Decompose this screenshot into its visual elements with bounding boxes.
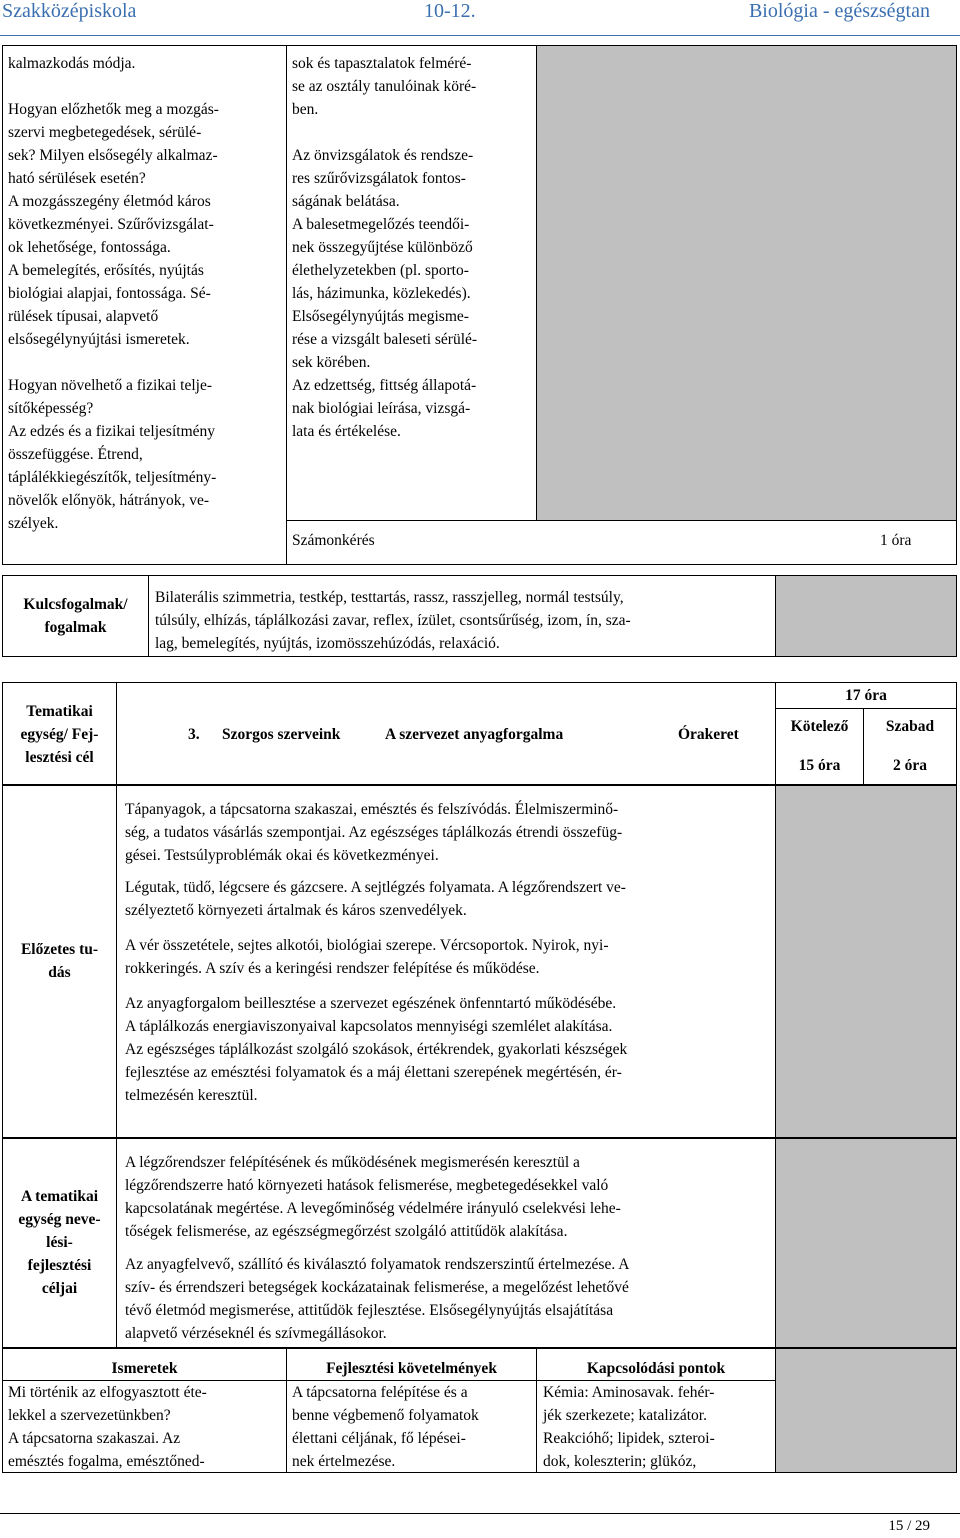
line: A tápcsatorna szakaszai. Az: [8, 1430, 181, 1447]
line: Bilaterális szimmetria, testkép, testtartás, rassz, rasszjelleg, normál testsúly,: [155, 589, 624, 606]
line: rokkeringés. A szív és a keringési rendszer felépítése és működése.: [125, 960, 540, 977]
line: Hogyan növelhető a fizikai telje-: [8, 377, 213, 394]
line: összefüggése. Étrend,: [8, 446, 143, 463]
line: dok, koleszterin; glükóz,: [543, 1453, 697, 1470]
top-col2: [292, 52, 534, 443]
line: [8, 351, 283, 374]
line: benne végbemenő folyamatok: [292, 1407, 479, 1424]
line: ben.: [292, 101, 319, 118]
line: nek összegyűjtése különböző: [292, 239, 473, 256]
line: ságának belátása.: [292, 193, 400, 210]
line: res szűrővizsgálatok fontos-: [292, 170, 466, 187]
divider: [116, 682, 117, 785]
goals-p1: [125, 1151, 773, 1243]
col-header-connections: Kapcsolódási pontok: [586, 1360, 726, 1377]
line: ható sérülések esetén?: [8, 170, 146, 187]
line: táplálékkiegészítők, teljesítmény-: [8, 469, 217, 486]
line: egység neve-: [18, 1211, 101, 1228]
gray-cell: [776, 1139, 956, 1347]
line: Az anyagforgalom beillesztése a szervezet egészének önfenntartó működésébe.: [125, 995, 617, 1012]
line: szív- és érrendszeri betegségek kockázatainak felismerése, a megelőzést lehetővé: [125, 1279, 629, 1296]
line: Az anyagfelvevő, szállító és kiválasztó folyamatok rendszerszintű értelmezése. A: [125, 1256, 630, 1273]
line: emésztés fogalma, emésztőned-: [8, 1453, 205, 1470]
prior-knowledge-p2: [125, 876, 773, 922]
line: A légzőrendszer felépítésének és működésének megismerésén keresztül a: [125, 1154, 580, 1171]
line: Elsősegélynyújtás megisme-: [292, 308, 469, 325]
prior-knowledge-p1: [125, 798, 773, 867]
connections-cell: [543, 1381, 773, 1473]
line: egység/ Fej-: [20, 726, 99, 743]
line: sek körében.: [292, 354, 371, 371]
line: [292, 121, 534, 144]
line: kalmazkodás módja.: [8, 55, 136, 72]
divider: [116, 785, 117, 1138]
line: Kulcsfogalmak/: [23, 596, 128, 613]
gray-cell: [537, 46, 956, 520]
line: Az edzés és a fizikai teljesítmény: [8, 423, 216, 440]
line: Kémia: Aminosavak. fehér-: [543, 1384, 715, 1401]
line: A mozgásszegény életmód káros: [8, 193, 211, 210]
line: A balesetmegelőzés teendői-: [292, 216, 470, 233]
top-col1: [8, 52, 283, 535]
line: Az egészséges táplálkozást szolgáló szokások, értékrendek, gyakorlati készségek: [125, 1041, 628, 1058]
prior-knowledge-p3: [125, 934, 773, 980]
line: lesztési cél: [25, 749, 94, 766]
line: fogalmak: [44, 619, 107, 636]
prior-knowledge-p4: [125, 992, 773, 1107]
line: tévő életmód megismerése, attitűdök fejlesztése. Elsősegélynyújtás elsajátítása: [125, 1302, 614, 1319]
line: lás, házimunka, közlekedés).: [292, 285, 471, 302]
free-label: Szabad: [885, 718, 935, 735]
divider: [116, 1138, 117, 1348]
line: A tápcsatorna felépítése és a: [292, 1384, 468, 1401]
key-concepts-label: [3, 593, 148, 639]
total-hours: 17 óra: [845, 687, 887, 704]
line: gései. Testsúlyproblémák okai és következményei.: [125, 847, 439, 864]
line: kapcsolatának megértése. A levegőminőség védelmére irányuló cselekvési lehe-: [125, 1200, 621, 1217]
line: Előzetes tu-: [20, 941, 99, 958]
line: se az osztály tanulóinak köré-: [292, 78, 477, 95]
line: fejlesztési: [27, 1257, 92, 1274]
line: szélyek.: [8, 515, 59, 532]
line: [8, 75, 283, 98]
line: tőségek felismerése, az egészségmegőrzést szolgáló attitűdök alakítása.: [125, 1223, 568, 1240]
requirements-cell: [292, 1381, 534, 1473]
header-grade: 10-12.: [424, 0, 476, 22]
unit-label: [3, 700, 116, 769]
col-header-knowledge: Ismeretek: [111, 1360, 178, 1377]
free-hours: 2 óra: [892, 757, 927, 774]
unit-title: Szorgos szerveink: [222, 726, 341, 743]
line: telmezésén keresztül.: [125, 1087, 258, 1104]
assessment-label: Számonkérés: [292, 532, 375, 549]
line: lési-: [46, 1234, 73, 1251]
line: Légutak, tüdő, légcsere és gázcsere. A sejtlégzés folyamata. A légzőrendszert ve-: [125, 879, 626, 896]
frame-label: Órakeret: [678, 726, 739, 743]
line: A tematikai: [20, 1188, 99, 1205]
line: rülések típusai, alapvető: [8, 308, 159, 325]
gray-cell: [776, 576, 956, 656]
line: növelők előnyök, hátrányok, ve-: [8, 492, 210, 509]
unit-subtitle: A szervezet anyagforgalma: [385, 726, 564, 743]
key-concepts-text: [155, 586, 773, 655]
line: Mi történik az elfogyasztott éte-: [8, 1384, 207, 1401]
line: Az önvizsgálatok és rendsze-: [292, 147, 474, 164]
line: nek értelmezése.: [292, 1453, 396, 1470]
line: légzőrendszerre ható környezeti hatások felismerése, megbetegedésekkel való: [125, 1177, 609, 1194]
line: jék szerkezete; katalizátor.: [543, 1407, 707, 1424]
line: sek? Milyen elsősegély alkalmaz-: [8, 147, 218, 164]
prior-knowledge-label: [3, 938, 116, 984]
header-subject: Biológia - egészségtan: [748, 0, 930, 22]
line: A vér összetétele, sejtes alkotói, biológiai szerepe. Vércsoportok. Nyirok, nyi-: [125, 937, 609, 954]
line: szervi megbetegedések, sérülé-: [8, 124, 202, 141]
col-header-requirements: Fejlesztési követelmények: [326, 1360, 497, 1377]
line: biológiai alapjai, fontossága. Sé-: [8, 285, 211, 302]
header-rule: [0, 35, 960, 36]
line: rése a vizsgált baleseti sérülé-: [292, 331, 478, 348]
divider: [148, 575, 149, 657]
gray-cell: [776, 1349, 956, 1472]
line: Reakcióhő; lipidek, szteroi-: [543, 1430, 715, 1447]
goals-label: [3, 1185, 116, 1300]
line: lekkel a szervezetünkben?: [8, 1407, 171, 1424]
gray-cell: [776, 786, 956, 1137]
goals-p2: [125, 1253, 773, 1345]
header-school: Szakközépiskola: [2, 0, 137, 22]
line: dás: [48, 964, 71, 981]
line: élethelyzetekben (pl. sporto-: [292, 262, 469, 279]
line: Tematikai: [26, 703, 93, 720]
line: lag, bemelegítés, nyújtás, izomösszehúzódás, relaxáció.: [155, 635, 500, 652]
line: ség, a tudatos vásárlás szempontjai. Az egészséges táplálkozás étrendi összefüg-: [125, 824, 623, 841]
line: A bemelegítés, erősítés, nyújtás: [8, 262, 204, 279]
line: Hogyan előzhetők meg a mozgás-: [8, 101, 219, 118]
line: A táplálkozás energiaviszonyaival kapcsolatos mennyiségi szemlélet alakítása.: [125, 1018, 613, 1035]
page-number: 15 / 29: [888, 1518, 930, 1534]
line: alapvető vérzéseknél és szívmegállásokor.: [125, 1325, 387, 1342]
line: ok lehetősége, fontossága.: [8, 239, 171, 256]
mandatory-label: Kötelező: [790, 718, 849, 735]
line: szélyeztető környezeti ártalmak és káros szenvedélyek.: [125, 902, 467, 919]
line: túlsúly, elhízás, táplálkozási zavar, reflex, ízület, csontsűrűség, izom, ín, sza-: [155, 612, 631, 629]
line: élettani céljának, fő lépései-: [292, 1430, 466, 1447]
line: nak biológiai leírása, vizsgá-: [292, 400, 471, 417]
line: Az edzettség, fittség állapotá-: [292, 377, 477, 394]
footer-rule: [0, 1513, 960, 1514]
line: következményei. Szűrővizsgálat-: [8, 216, 214, 233]
line: sok és tapasztalatok felméré-: [292, 55, 472, 72]
line: sítőképesség?: [8, 400, 94, 417]
unit-number: 3.: [188, 726, 200, 743]
knowledge-cell: [8, 1381, 284, 1473]
assessment-hours: 1 óra: [880, 532, 912, 549]
divider: [775, 708, 957, 709]
mandatory-hours: 15 óra: [798, 757, 841, 774]
divider: [286, 520, 957, 521]
line: Tápanyagok, a tápcsatorna szakaszai, emésztés és felszívódás. Élelmiszerminő-: [125, 801, 619, 818]
divider: [286, 45, 287, 565]
line: elsősegélynyújtási ismeretek.: [8, 331, 190, 348]
line: fejlesztése az emésztési folyamatok és a máj élettani szerepének megértésén, ér-: [125, 1064, 622, 1081]
line: céljai: [41, 1280, 78, 1297]
line: lata és értékelése.: [292, 423, 401, 440]
